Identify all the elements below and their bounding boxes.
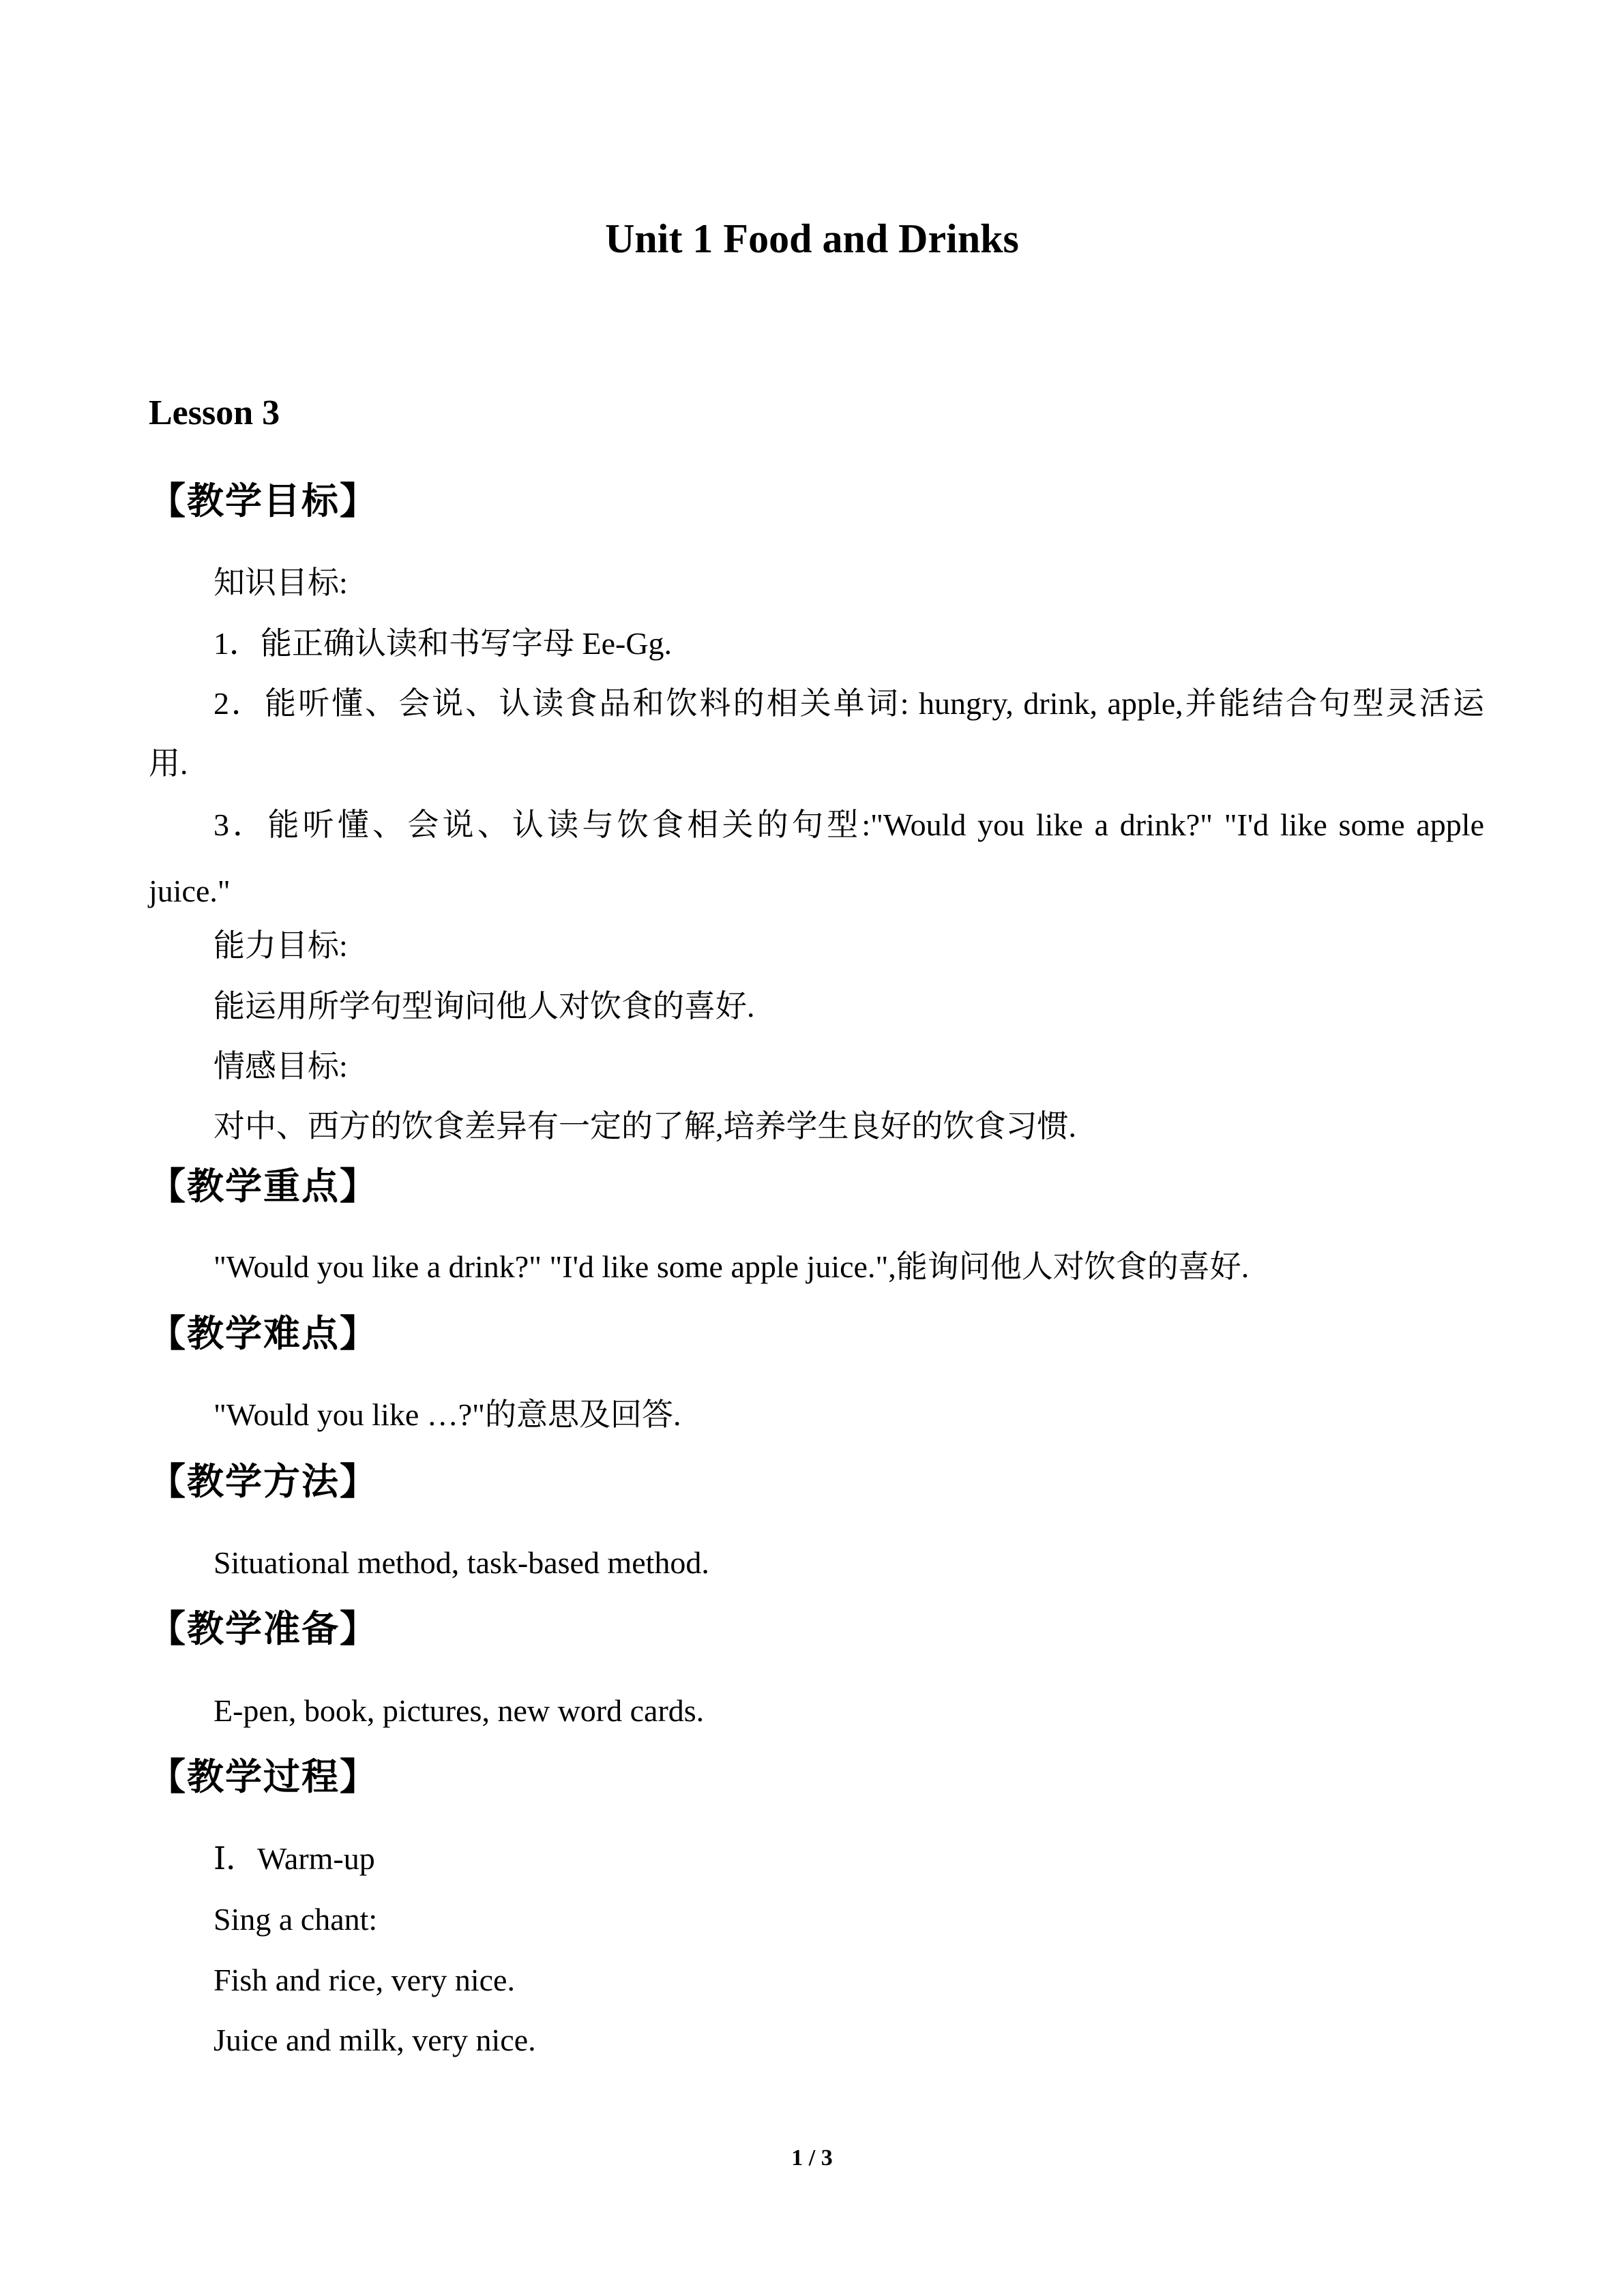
methods-text: Situational method, task-based method. — [213, 1545, 709, 1580]
difficulties-text: "Would you like …?"的意思及回答. — [213, 1397, 681, 1432]
section-heading-objectives: 【教学目标】 — [149, 479, 378, 522]
emotion-objective-label: 情感目标: — [213, 1049, 348, 1084]
section-heading-key-points: 【教学重点】 — [149, 1165, 378, 1208]
lesson-heading: Lesson 3 — [149, 393, 280, 432]
chant-line-2: Juice and milk, very nice. — [213, 2023, 536, 2057]
section-heading-process: 【教学过程】 — [149, 1755, 378, 1798]
section-heading-preparation: 【教学准备】 — [149, 1607, 378, 1650]
knowledge-objective-label: 知识目标: — [213, 565, 348, 600]
objective-item-3-line-1: 3．能听懂、会说、认读与饮食相关的句型:"Would you like a drink?" "I'd like some apple — [213, 807, 1484, 842]
section-heading-methods: 【教学方法】 — [149, 1460, 378, 1503]
document-title: Unit 1 Food and Drinks — [605, 216, 1019, 261]
chant-label: Sing a chant: — [213, 1902, 378, 1937]
preparation-text: E-pen, book, pictures, new word cards. — [213, 1693, 705, 1728]
objective-item-2-line-2: 用. — [149, 746, 188, 781]
objective-item-3-line-2: juice." — [149, 874, 231, 908]
section-heading-difficulties: 【教学难点】 — [149, 1312, 378, 1355]
process-step-1: Ⅰ．Warm-up — [213, 1841, 375, 1876]
chant-line-1: Fish and rice, very nice. — [213, 1963, 515, 1997]
emotion-objective-text: 对中、西方的饮食差异有一定的了解,培养学生良好的饮食习惯. — [213, 1109, 1076, 1144]
ability-objective-text: 能运用所学句型询问他人对饮食的喜好. — [213, 989, 755, 1024]
objective-item-2-line-1: 2．能听懂、会说、认读食品和饮料的相关单词: hungry, drink, apple,并能结合句型灵活运 — [213, 686, 1484, 721]
objective-item-1: 1．能正确认读和书写字母 Ee-Gg. — [213, 626, 673, 661]
ability-objective-label: 能力目标: — [213, 928, 348, 963]
page-number: 1 / 3 — [791, 2145, 833, 2171]
key-points-text: "Would you like a drink?" "I'd like some apple juice.",能询问他人对饮食的喜好. — [213, 1249, 1250, 1284]
